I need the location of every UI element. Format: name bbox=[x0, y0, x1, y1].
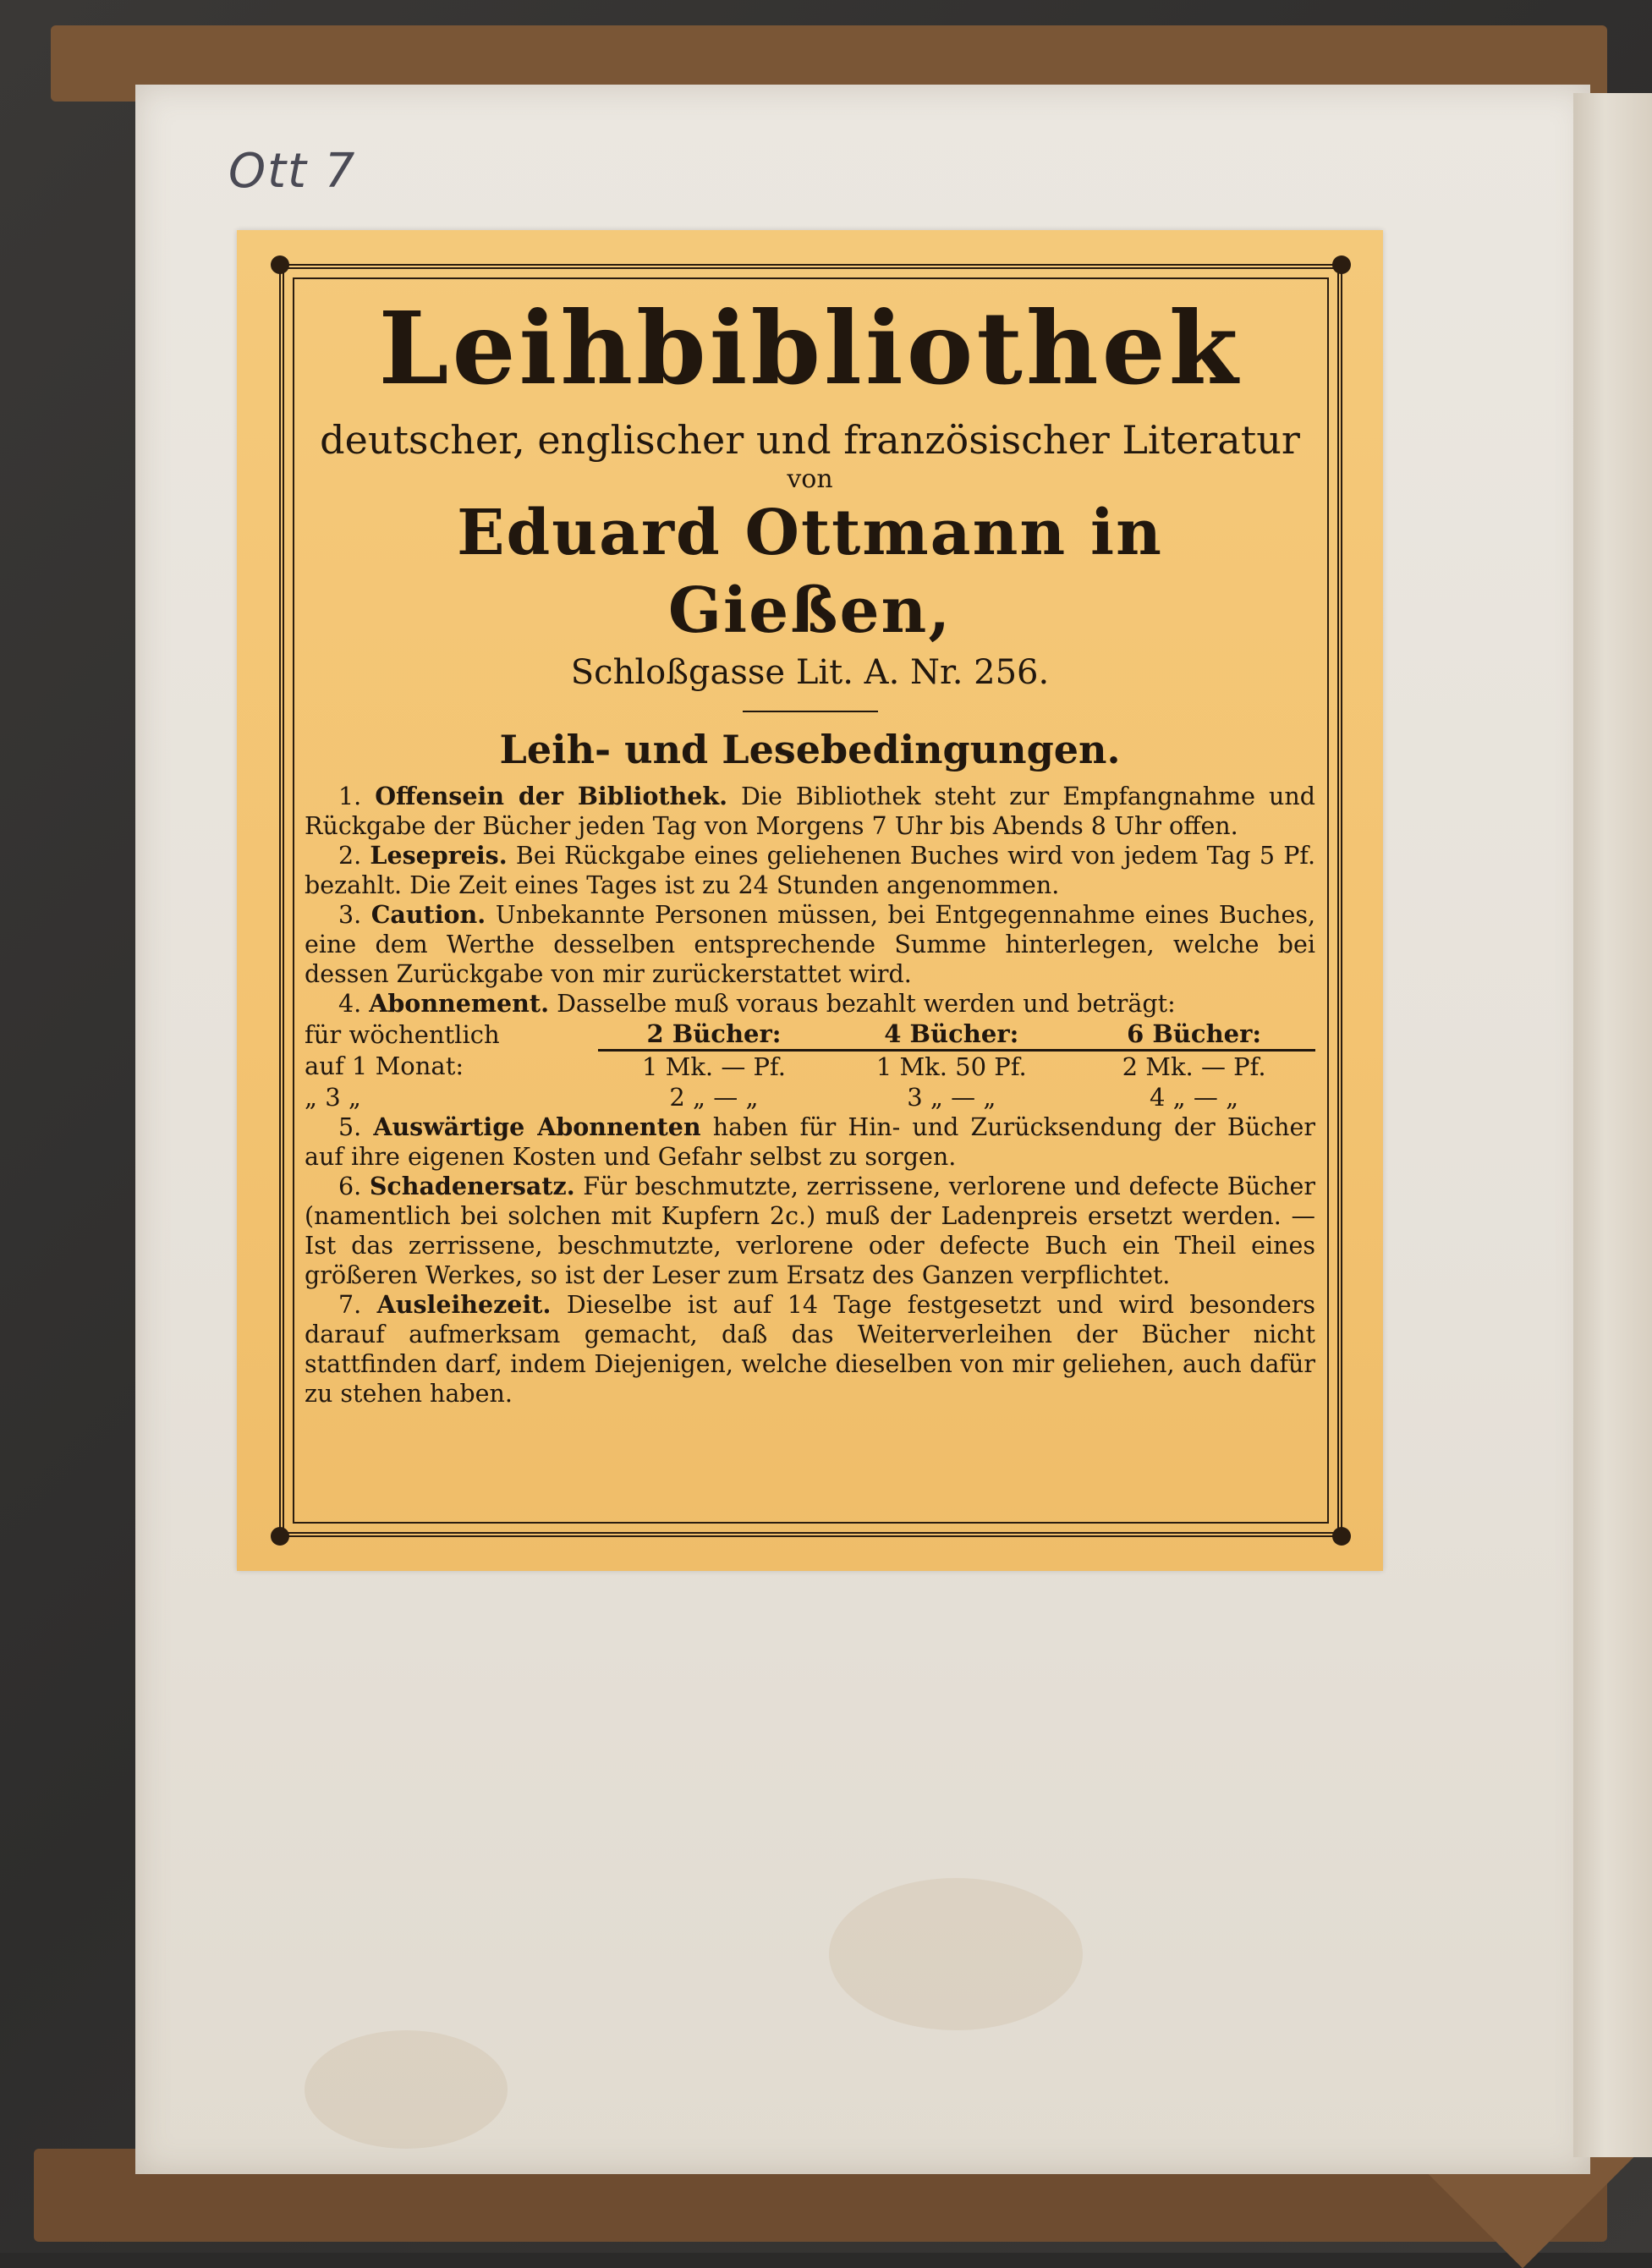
condition-item: 6. Schadenersatz. Für beschmutzte, zerrissene, verlorene und defecte Bücher (namentlich bei solchen mit Kupfern 2c.) muß der Ladenpreis ersetzt werden. — Ist das zerrissene, beschmutzte, verlorene oder defecte Buch ein Theil eines größeren Werkes, so ist der Leser zum Ersatz des Ganzen verpflichtet. bbox=[305, 1172, 1315, 1289]
price-cell: 1 Mk. — Pf. bbox=[641, 1052, 786, 1081]
price-cell: auf 1 Monat: bbox=[305, 1052, 464, 1081]
condition-item: 5. Auswärtige Abonnenten haben für Hin- und Zurücksendung der Bücher auf ihre eigenen Kosten und Gefahr selbst zu sorgen. bbox=[305, 1112, 1315, 1171]
condition-item: 3. Caution. Unbekannte Personen müssen, bei Entgegennahme eines Buches, eine dem Werthe desselben entsprechende Summe hinterlegen, welche bei dessen Zurückgabe von mir zurückerstattet wird. bbox=[305, 900, 1315, 988]
price-cell: 4 „ — „ bbox=[1150, 1083, 1239, 1112]
frame-ornament bbox=[271, 1527, 289, 1546]
price-table bbox=[305, 1019, 1315, 1112]
table-row bbox=[305, 1051, 1315, 1083]
frame-ornament bbox=[1332, 1527, 1351, 1546]
condition-item: 7. Ausleihezeit. Dieselbe ist auf 14 Tage festgesetzt und wird besonders darauf aufmerksam gemacht, daß das Weiterverleihen der Bücher nicht stattfinden darf, indem Diejenigen, welche dieselben von mir geliehen, auch dafür zu stehen haben. bbox=[305, 1290, 1316, 1408]
divider bbox=[743, 711, 878, 712]
price-cell: 1 Mk. 50 Pf. bbox=[875, 1052, 1027, 1081]
conditions-title: Leih- und Lesebedingungen. bbox=[499, 727, 1121, 772]
price-header-cell: für wöchentlich bbox=[305, 1019, 500, 1049]
condition-item: 2. Lesepreis. Bei Rückgabe eines geliehenen Buches wird von jedem Tag 5 Pf. bezahlt. Die Zeit eines Tages ist zu 24 Stunden angenommen. bbox=[305, 841, 1315, 899]
label-von: von bbox=[787, 464, 833, 494]
price-cell: 2 Mk. — Pf. bbox=[1122, 1052, 1266, 1081]
owner-address: Schloßgasse Lit. A. Nr. 256. bbox=[570, 653, 1050, 692]
condition-item: 1. Offensein der Bibliothek. Die Bibliothek steht zur Empfangnahme und Rückgabe der Bücher jeden Tag von Morgens 7 Uhr bis Abends 8 Uhr offen. bbox=[305, 782, 1316, 840]
price-header-cell: 6 Bücher: bbox=[1073, 1019, 1315, 1051]
price-cell: „ 3 „ bbox=[305, 1083, 361, 1112]
label-subtitle: deutscher, englischer und französischer Literatur bbox=[320, 417, 1300, 463]
frame-ornament bbox=[1332, 255, 1351, 274]
owner-name: Eduard Ottmann in Gießen, bbox=[457, 497, 1163, 647]
facing-page-edge bbox=[1573, 93, 1652, 2157]
price-table-header bbox=[305, 1019, 1315, 1051]
price-header-cell: 2 Bücher: bbox=[598, 1019, 831, 1051]
label-title: Leihbibliothek bbox=[378, 289, 1242, 407]
library-label bbox=[237, 230, 1383, 1571]
table-row bbox=[305, 1082, 1315, 1112]
price-header-cell: 4 Bücher: bbox=[830, 1019, 1073, 1051]
price-cell: 3 „ — „ bbox=[907, 1083, 996, 1112]
label-content bbox=[305, 283, 1315, 1409]
condition-item: 4. Abonnement. Dasselbe muß voraus bezahlt werden und beträgt: bbox=[338, 989, 1176, 1018]
shelfmark: Ott 7 bbox=[228, 144, 357, 199]
price-cell: 2 „ — „ bbox=[669, 1083, 759, 1112]
frame-ornament bbox=[271, 255, 289, 274]
